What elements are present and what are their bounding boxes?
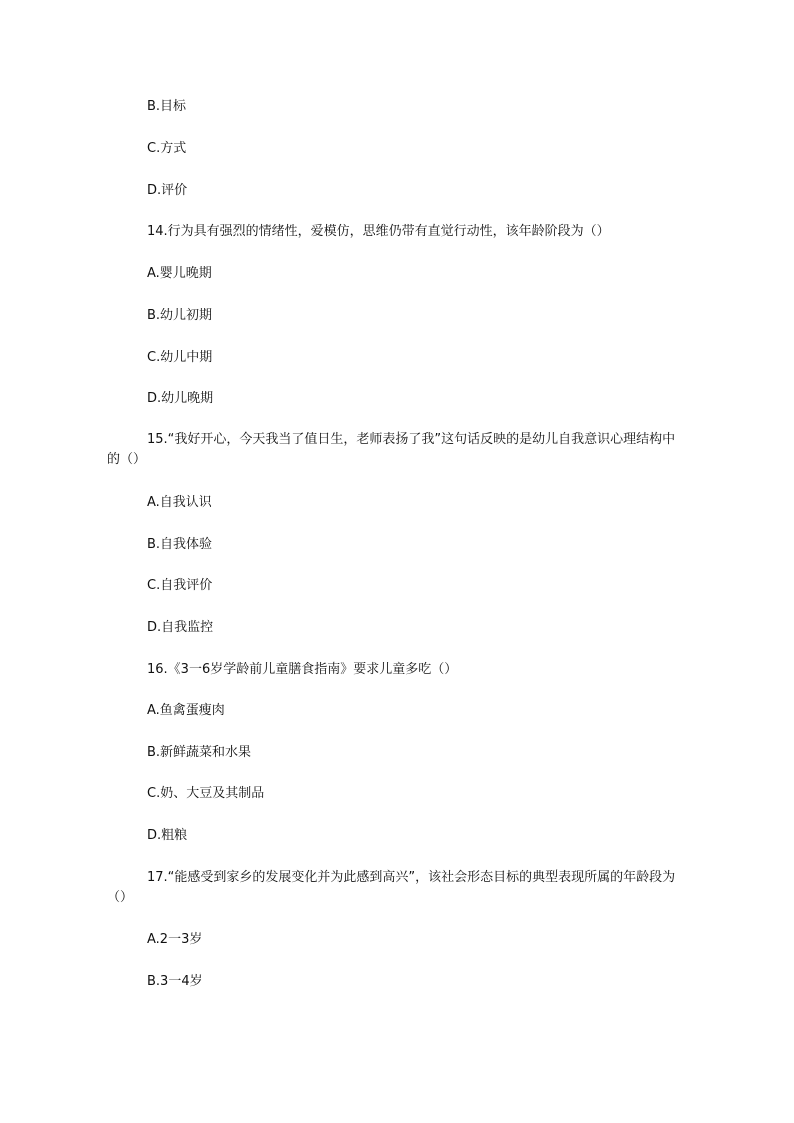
q17-option-a: A.2一3岁: [147, 932, 203, 947]
q16-option-a: A.鱼禽蛋瘦肉: [147, 703, 225, 718]
q15-option-b: B.自我体验: [147, 537, 213, 552]
q16-option-c: C.奶、大豆及其制品: [147, 786, 265, 801]
q14-option-b: B.幼儿初期: [147, 308, 213, 323]
q15-option-a: A.自我认识: [147, 495, 212, 510]
q15-option-d: D.自我监控: [147, 620, 214, 635]
q16-option-b: B.新鲜蔬菜和水果: [147, 745, 252, 760]
question-15: 15.“我好开心，今天我当了值日生，老师表扬了我”这句话反映的是幼儿自我意识心理结构中的（）: [107, 432, 676, 467]
q17-option-b: B.3一4岁: [147, 974, 203, 989]
q16-option-d: D.粗粮: [147, 828, 188, 843]
question-17: 17.“能感受到家乡的发展变化并为此感到高兴”，该社会形态目标的典型表现所属的年龄段为（）: [107, 870, 676, 905]
q14-option-a: A.婴儿晚期: [147, 266, 212, 281]
q14-option-d: D.幼儿晚期: [147, 391, 214, 406]
question-16: 16.《3一6岁学龄前儿童膳食指南》要求儿童多吃（）: [147, 662, 458, 677]
option-d-evaluation: D.评价: [147, 183, 188, 198]
option-b-goal: B.目标: [147, 99, 187, 114]
q14-option-c: C.幼儿中期: [147, 350, 213, 365]
question-14: 14.行为具有强烈的情绪性，爱模仿，思维仍带有直觉行动性，该年龄阶段为（）: [147, 224, 610, 239]
option-c-method: C.方式: [147, 141, 187, 156]
q15-option-c: C.自我评价: [147, 578, 213, 593]
